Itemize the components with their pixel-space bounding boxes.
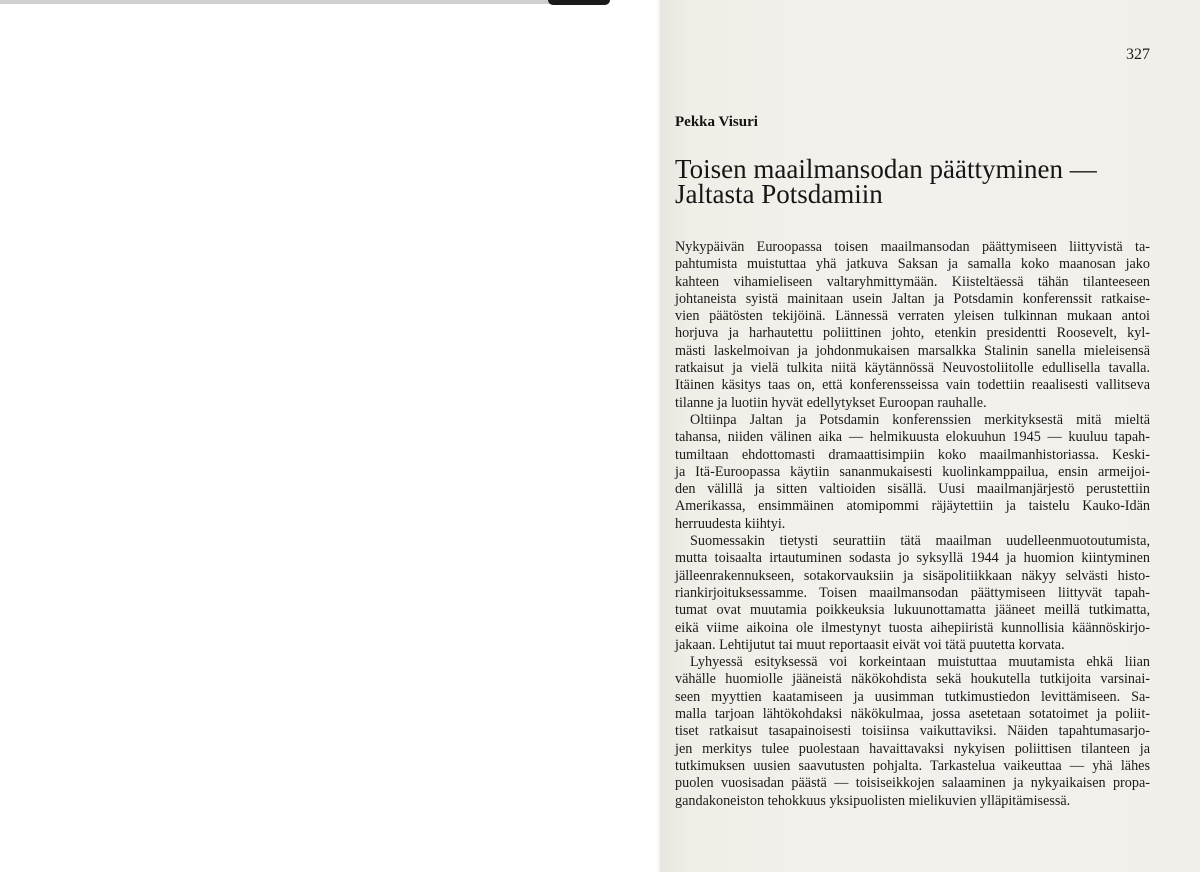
- body-line: eikä viime aikoina ole ilmestynyt tuosta aihepiiristä kunnollisia käännöskirjo-: [675, 619, 1150, 636]
- body-line: riankirjoituksessamme. Toisen maailmansodan päättymiseen liittyvät tapah-: [675, 584, 1150, 601]
- scan-edge-strip: [0, 0, 560, 4]
- body-line: malla tarjoan lähtökohdaksi näkökulmaa, jossa asetetaan sotatoimet ja poliit-: [675, 706, 1150, 723]
- page-number: 327: [1126, 46, 1150, 63]
- body-line: tahansa, niiden välinen aika — helmikuusta elokuuhun 1945 — kuuluu tapah-: [675, 429, 1150, 446]
- scan-clip-mark: [548, 0, 610, 5]
- title-line: Jaltasta Potsdamiin: [675, 179, 883, 209]
- body-line: jakaan. Lehtijutut tai muut reportaasit eivät voi tätä puutetta korvata.: [675, 636, 1065, 653]
- body-line: jälleenrakennukseen, sotakorvauksiin ja sisäpolitiikkaan näkyy selvästi histo-: [675, 567, 1150, 584]
- article-body: [675, 239, 1150, 810]
- body-line: tumiltaan ehdottomasti dramaattisimpiin koko maailmanhistoriassa. Keski-: [675, 446, 1150, 463]
- body-line: puolen vuosisadan päästä — toisiseikkojen salaaminen ja nykyaikaisen propa-: [675, 775, 1150, 792]
- body-line: tilanne ja luotiin hyvät edellytykset Euroopan rauhalle.: [675, 394, 987, 411]
- body-line: Nykypäivän Euroopassa toisen maailmansodan päättymiseen liittyvistä ta-: [675, 239, 1150, 255]
- body-line: Itäinen käsitys taas on, että konferensseissa vain todettiin reaalisesti vallitseva: [675, 377, 1150, 394]
- body-line: vien päätösten tekijöinä. Lännessä verraten yleisen tulkinnan mukaan antoi: [675, 308, 1150, 325]
- body-line: gandakoneiston tehokkuus yksipuolisten mielikuvien ylläpitämisessä.: [675, 792, 1071, 809]
- title-line: Toisen maailmansodan päättyminen —: [675, 154, 1097, 184]
- body-line: Suomessakin tietysti seurattiin tätä maailman uudelleenmuotoutumista,: [690, 533, 1150, 550]
- body-line: Amerikassa, ensimmäinen atomipommi räjäytettiin ja taistelu Kauko-Idän: [675, 498, 1150, 515]
- body-line: kahteen vihamieliseen valtaryhmittymään. Kiisteltäessä tähän tilanteeseen: [675, 273, 1150, 290]
- body-line: ratkaisut ja vielä tulkita niitä käytännössä Neuvostoliitolle edullisella tavalla.: [675, 360, 1150, 377]
- body-line: mästi laskelmoivan ja johdonmukaisen marsalkka Stalinin sanella mieleisensä: [675, 342, 1150, 359]
- body-line: ja Itä-Euroopassa käytiin sananmukaisesti kuolinkamppailua, ensin armeijoi-: [675, 463, 1150, 480]
- article-title: [675, 154, 1175, 209]
- body-line: Oltiinpa Jaltan ja Potsdamin konferenssien merkityksestä mitä mieltä: [690, 411, 1150, 428]
- body-line: johtaneista syistä mainitaan usein Jaltan ja Potsdamin konferenssit ratkaise-: [675, 290, 1150, 307]
- body-line: horjuva ja harhautettu poliittinen johto, etenkin presidentti Roosevelt, kyl-: [675, 325, 1150, 342]
- body-line: tiset ratkaisut tasapainoisesti toisiinsa vaikuttaviksi. Näiden tapahtumasarjo-: [675, 723, 1150, 740]
- body-line: pahtumista muistuttaa yhä jatkuva Saksan ja samalla koko maanosan jako: [675, 256, 1150, 273]
- body-line: tumat ovat muutamia poikkeuksia lukuunottamatta jääneet meillä tutkimatta,: [675, 602, 1150, 619]
- body-line: jen merkitys tulee puolestaan havaittavaksi nykyisen poliittisen tilanteen ja: [675, 740, 1150, 757]
- right-page: [660, 0, 1200, 872]
- body-line: vähälle huomiolle jääneistä näkökohdista sekä houkutella tutkijoita varsinai-: [675, 671, 1150, 688]
- body-line: tutkimuksen uusien saavutusten pohjalta. Tarkastelua vaikeuttaa — yhä lähes: [675, 757, 1150, 774]
- body-line: seen myyttien kaatamiseen ja uusimman tutkimustiedon levittämiseen. Sa-: [675, 688, 1150, 705]
- body-line: den välillä ja sitten valtioiden sisällä. Uusi maailmanjärjestö perustettiin: [675, 481, 1150, 498]
- author-name: Pekka Visuri: [675, 114, 758, 130]
- body-line: herruudesta kiihtyi.: [675, 515, 786, 532]
- body-line: mutta toisaalta irtautuminen sodasta jo syksyllä 1944 ja huomion kiintyminen: [675, 550, 1150, 567]
- body-line: Lyhyessä esityksessä voi korkeintaan muistuttaa muutamista ehkä liian: [690, 654, 1150, 671]
